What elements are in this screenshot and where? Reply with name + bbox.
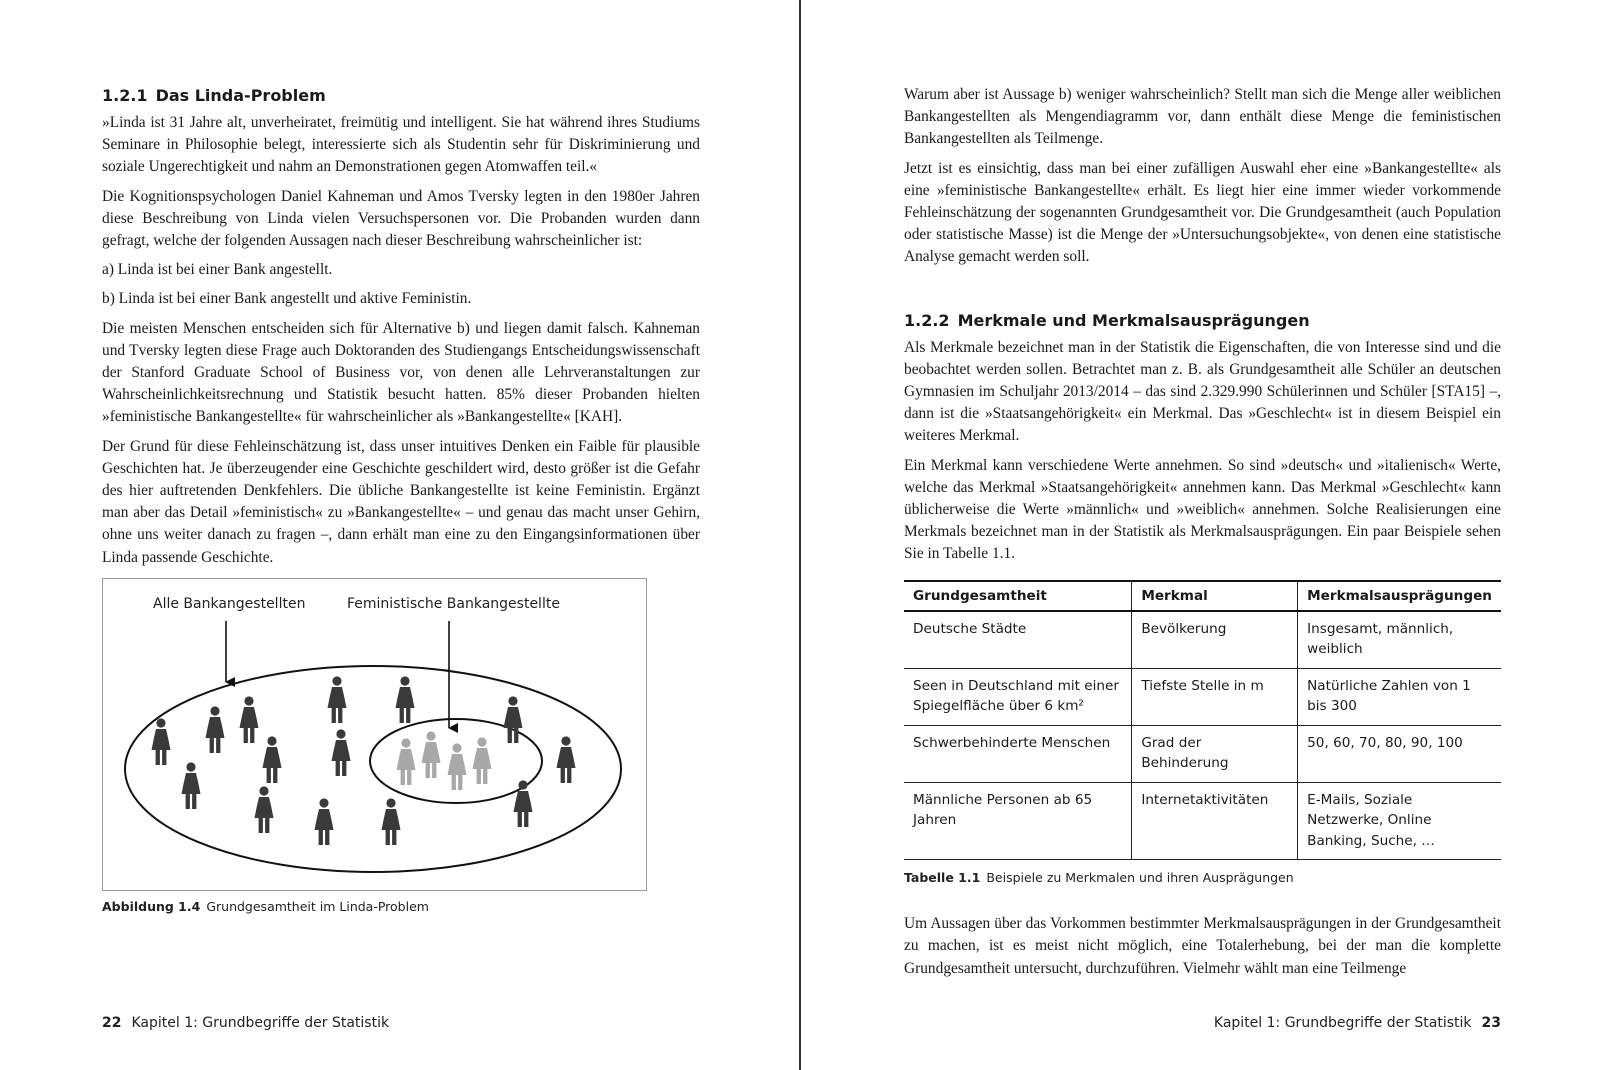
column-header: Merkmalsausprägungen (1298, 581, 1501, 611)
person-icon (263, 736, 282, 783)
paragraph: Als Merkmale bezeichnet man in der Statistik die Eigenschaften, die von Interesse sind und die beobachtet werden sollen. Betrachtet man z. B. als Grundgesamtheit alle Schüler an deutschen Gymnasien im Schuljahr 2013/2014 – das sind 2.329.990 Schülerinnen und Schüler [STA15] –, dann ist die »Staatsangehörigkeit« ein Merkmal. Das »Geschlecht« ist in diesem Beispiel ein weiteres Merkmal. (904, 338, 1501, 445)
person-icon (328, 676, 347, 723)
paragraph: Um Aussagen über das Vorkommen bestimmter Merkmalsausprägungen in der Grundgesamtheit zu machen, ist es meist nicht möglich, eine Totalerhebung, bei der man die komplette Grundgesamtheit untersucht, durchzuführen. Vielmehr wählt man eine Teilmenge (904, 915, 1501, 977)
paragraph: Ein Merkmal kann verschiedene Werte annehmen. So sind »deutsch« und »italienisch« Werte, welche das Merkmal »Staatsangehörigkeit« annehmen kann. Das Merkmal »Geschlecht« kann üblicherweise die Werte »männlich« und »weiblich« annehmen. Solche Realisierungen eine Merkmals bezeichnet man in der Statistik als Merkmalsausprägungen. Ein paar Beispiele sehen Sie in Tabelle 1.1. (904, 456, 1501, 563)
column-header: Grundgesamtheit (904, 581, 1132, 611)
running-head: Kapitel 1: Grundbegriffe der Statistik (131, 1015, 390, 1031)
person-icon (182, 762, 201, 809)
table-row (904, 782, 1501, 860)
page-number: 23 (1481, 1015, 1501, 1031)
person-icon (332, 729, 351, 776)
table-cell: Männliche Personen ab 65 Jahren (904, 782, 1132, 860)
person-icon (382, 798, 401, 845)
column-header: Merkmal (1132, 581, 1298, 611)
person-icon (557, 736, 576, 783)
table-cell: Seen in Deutschland mit einer Spiegelfläche über 6 km² (904, 668, 1132, 725)
person-icon (240, 696, 259, 743)
feminist-person-icon (448, 743, 467, 790)
paragraph: Die Kognitionspsychologen Daniel Kahneman und Amos Tversky legten in den 1980er Jahren diese Beschreibung von Linda vielen Versuchspersonen vor. Die Probanden wurden dann gefragt, welche der folgenden Aussagen nach dieser Beschreibung wahrscheinlicher ist: (102, 187, 700, 250)
person-icon (396, 676, 415, 723)
person-icon (206, 706, 225, 753)
all-bank-employees-ellipse (125, 666, 621, 872)
left-text-column (102, 84, 700, 914)
person-icon (315, 798, 334, 845)
feminist-person-icon (422, 731, 441, 778)
feminist-person-icon (397, 738, 416, 785)
paragraph: Warum aber ist Aussage b) weniger wahrscheinlich? Stellt man sich die Menge aller weiblichen Bankangestellten als Mengendiagramm vor, dann enthält diese Menge die feministischen Bankangestellten als Teilmenge. (904, 86, 1501, 148)
person-icon (514, 780, 533, 827)
figure-caption-number: Abbildung 1.4 (102, 898, 201, 914)
section-number: 1.2.2 (904, 310, 950, 330)
table-cell: Tiefste Stelle in m (1132, 668, 1298, 725)
table-row (904, 725, 1501, 782)
linda-figure (102, 578, 647, 891)
person-icon (152, 718, 171, 765)
right-text-column (904, 84, 1501, 987)
person-icons-group (152, 676, 576, 845)
section-heading-1-2-1 (102, 84, 700, 108)
running-head: Kapitel 1: Grundbegriffe der Statistik (1213, 1015, 1472, 1031)
left-folio (102, 1015, 389, 1031)
table-cell: E-Mails, Soziale Netzwerke, Online Banking, Suche, … (1298, 782, 1501, 860)
examples-table (904, 580, 1501, 861)
person-icon (504, 696, 523, 743)
table-row (904, 611, 1501, 669)
population-diagram (103, 579, 646, 890)
right-folio (1214, 1015, 1501, 1031)
paragraph: Der Grund für diese Fehleinschätzung ist, dass unser intuitives Denken ein Faible für plausible Geschichten hat. Je überzeugender eine Geschichte geschildert wird, desto größer ist die Gefahr des hier auftretenden Denkfehlers. Die übliche Bankangestellte ist keine Feministin. Ergänzt man aber das Detail »feministisch« zu »Bankangestellte« – und genau das macht unser Gehirn, ohne uns weiter danach zu fragen –, dann erhält man eine zu den Eingangsinformationen über Linda passende Geschichte. (102, 437, 700, 566)
table-caption (904, 870, 1501, 885)
label-all-bank-employees: Alle Bankangestellten (153, 595, 306, 612)
paragraph: »Linda ist 31 Jahre alt, unverheiratet, freimütig und intelligent. Sie hat während ihres Studiums Seminare in Philosophie belegt, interessierte sich als Studentin sehr für Diskriminierung und soziale Ungerechtigkeit und nahm an Demonstrationen gegen Atomwaffen teil.« (102, 114, 700, 176)
section-title: Merkmale und Merkmalsausprägungen (957, 310, 1310, 330)
paragraph-option-a: a) Linda ist bei einer Bank angestellt. (102, 261, 333, 279)
label-feminist-bank-employees: Feministische Bankangestellte (347, 595, 560, 612)
feminist-person-icon (473, 737, 492, 784)
table-cell: Grad der Behinderung (1132, 725, 1298, 782)
paragraph-option-b: b) Linda ist bei einer Bank angestellt und aktive Feministin. (102, 290, 472, 308)
figure-caption (102, 899, 700, 914)
paragraph: Die meisten Menschen entscheiden sich für Alternative b) und liegen damit falsch. Kahneman und Tversky legten diese Frage auch Doktoranden des Studiengangs Entscheidungswissenschaft der Stanford Graduate School of Business vor, von denen alle Lehrveranstaltungen zur Wahrscheinlichkeitsrechnung und Statistik besucht hatten. 85% dieser Probanden hielten »feministische Bankangestellte« für wahrscheinlicher als »Bankangestellte« [KAH]. (102, 319, 700, 426)
person-icon (255, 786, 274, 833)
section-heading-1-2-2 (904, 309, 1501, 333)
section-title: Das Linda-Problem (155, 86, 326, 105)
table-cell: Natürliche Zahlen von 1 bis 300 (1298, 668, 1501, 725)
table-header-row (904, 581, 1501, 611)
table-cell: 50, 60, 70, 80, 90, 100 (1298, 725, 1501, 782)
right-page (801, 0, 1600, 1070)
feminist-person-icons-group (397, 731, 492, 790)
table-cell: Internetaktivitäten (1132, 782, 1298, 860)
section-number: 1.2.1 (102, 86, 148, 105)
table-caption-number: Tabelle 1.1 (904, 870, 981, 886)
page-number: 22 (102, 1015, 122, 1031)
table-row (904, 668, 1501, 725)
table-cell: Bevölkerung (1132, 611, 1298, 669)
table-cell: Insgesamt, männlich, weiblich (1298, 611, 1501, 669)
left-page (0, 0, 799, 1070)
table-cell: Deutsche Städte (904, 611, 1132, 669)
table-caption-text: Beispiele zu Merkmalen und ihren Ausprägungen (986, 870, 1294, 886)
figure-caption-text: Grundgesamtheit im Linda-Problem (206, 898, 429, 914)
table-cell: Schwerbehinderte Menschen (904, 725, 1132, 782)
paragraph: Jetzt ist es einsichtig, dass man bei einer zufälligen Auswahl eher eine »Bankangestellte« als eine »feministische Bankangestellte« erhält. Es liegt hier eine immer wieder vorkommende Fehleinschätzung der sogenannten Grundgesamtheit vor. Die Grundgesamtheit (auch Population oder statistische Masse) ist die Menge der »Untersuchungsobjekte«, von denen eine statistische Analyse gemacht werden soll. (904, 159, 1501, 266)
